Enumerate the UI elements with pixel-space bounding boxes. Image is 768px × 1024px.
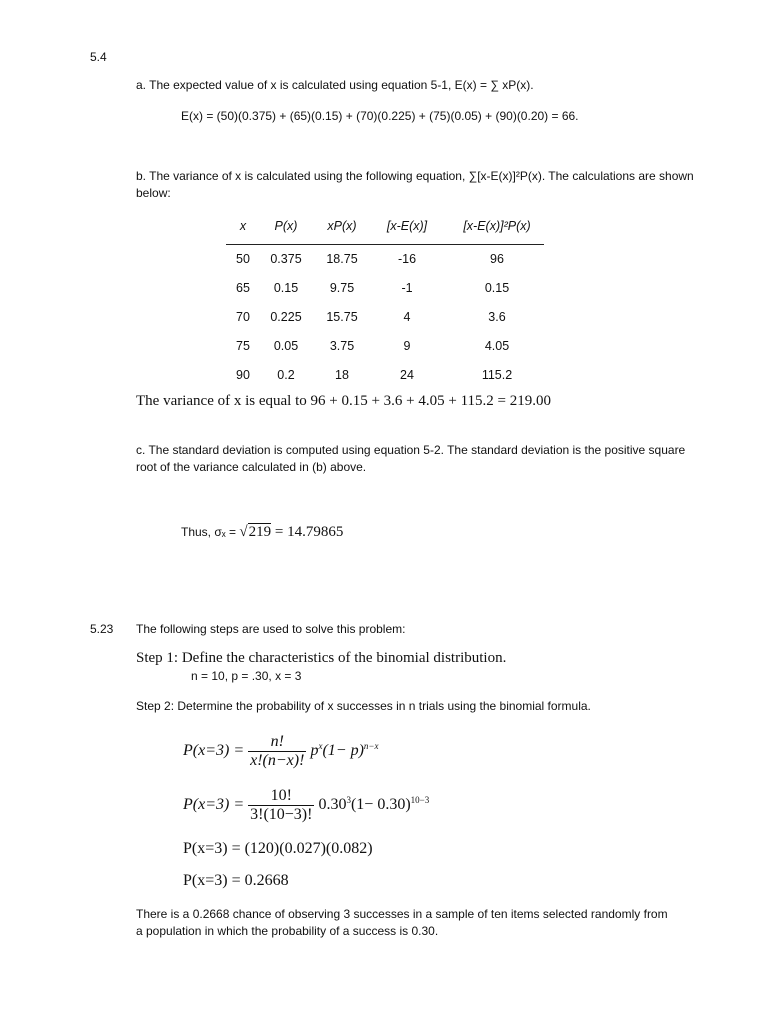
step-2-heading: Step 2: Determine the probability of x successes in n trials using the binomial formula.: [136, 699, 591, 713]
eq1-exp2: n−x: [363, 740, 379, 751]
part-a-text: a. The expected value of x is calculated using equation 5-1, E(x) = ∑ xP(x).: [136, 78, 534, 92]
table-cell: 4: [403, 310, 411, 324]
sd-formula: [239, 523, 343, 540]
step-1-parameters: n = 10, p = .30, x = 3: [191, 669, 302, 683]
table-row: [226, 332, 544, 361]
sqrt-icon: √: [239, 524, 248, 540]
eq1-exp1: x: [318, 740, 323, 751]
eq2-fraction: [248, 787, 314, 824]
table-header-row: [226, 216, 544, 245]
table-cell: 3.6: [488, 310, 506, 324]
binomial-evaluated: P(x=3) = (120)(0.027)(0.082): [183, 840, 373, 857]
eq1-p: p: [310, 742, 319, 760]
table-row: [226, 274, 544, 303]
problem-intro: The following steps are used to solve this problem:: [136, 622, 406, 636]
eq1-denominator: x!(n−x)!: [250, 752, 305, 769]
binomial-formula: [183, 733, 378, 770]
conclusion-text: There is a 0.2668 chance of observing 3 successes in a sample of ten items selected randomly from a population in which the probability of a success is 0.30.: [136, 907, 668, 938]
table-cell: -1: [401, 281, 413, 295]
table-row: [226, 361, 544, 390]
part-c-text: c. The standard deviation is computed using equation 5-2. The standard deviation is the positive square root of the variance calculated in (b) above.: [136, 443, 686, 474]
table-header-cell: [x-E(x)]²P(x): [463, 219, 531, 233]
table-cell: 96: [490, 252, 504, 266]
binomial-substituted: [183, 787, 429, 824]
step-1-heading: Step 1: Define the characteristics of the binomial distribution.: [136, 650, 507, 666]
variance-table: [226, 216, 544, 390]
standard-deviation-line: [181, 524, 343, 541]
table-cell: 0.225: [270, 310, 302, 324]
table-cell: 0.375: [270, 252, 302, 266]
table-cell: 9: [403, 339, 411, 353]
variance-statement: The variance of x is equal to 96 + 0.15 + 3.6 + 4.05 + 115.2 = 219.00: [136, 393, 552, 409]
eq1-fraction: [248, 733, 306, 770]
expected-value-calculation: E(x) = (50)(0.375) + (65)(0.15) + (70)(0.225) + (75)(0.05) + (90)(0.20) = 66.: [181, 109, 579, 123]
sd-result: = 14.79865: [271, 524, 344, 540]
table-cell: 75: [236, 339, 250, 353]
eq2-exp2: 10−3: [410, 794, 430, 805]
eq1-lhs: P(x=3) =: [183, 742, 245, 760]
table-row: [226, 303, 544, 332]
table-cell: 90: [236, 368, 250, 382]
table-cell: 0.2: [277, 368, 295, 382]
table-cell: 3.75: [329, 339, 355, 353]
table-row: [226, 245, 544, 274]
part-b-text: b. The variance of x is calculated using the following equation, ∑[x-E(x)]²P(x). The calculations are shown below:: [136, 169, 694, 200]
table-cell: 24: [400, 368, 414, 382]
problem-number-5-4: 5.4: [90, 50, 107, 64]
eq1-complement: (1− p): [322, 742, 364, 760]
problem-number-5-23: 5.23: [90, 622, 114, 636]
eq2-numerator: 10!: [270, 787, 292, 804]
table-cell: 0.15: [273, 281, 299, 295]
table-cell: 18.75: [326, 252, 358, 266]
table-cell: 4.05: [484, 339, 510, 353]
table-cell: 65: [236, 281, 250, 295]
table-cell: 70: [236, 310, 250, 324]
table-cell: 0.15: [484, 281, 510, 295]
sd-prefix: Thus, σₓ =: [181, 525, 237, 539]
table-header-cell: P(x): [274, 219, 298, 233]
table-cell: 9.75: [329, 281, 355, 295]
table-header-cell: [x-E(x)]: [386, 219, 428, 233]
table-header-cell: xP(x): [327, 219, 357, 233]
table-cell: -16: [397, 252, 417, 266]
table-cell: 18: [335, 368, 349, 382]
table-cell: 0.05: [273, 339, 299, 353]
table-cell: 115.2: [481, 368, 513, 382]
eq1-numerator: n!: [270, 733, 284, 750]
eq2-exp1: 3: [346, 794, 351, 805]
eq2-lhs: P(x=3) =: [183, 796, 245, 814]
eq2-complement: (1− 0.30): [350, 796, 411, 814]
table-header-cell: x: [239, 219, 247, 233]
binomial-result: P(x=3) = 0.2668: [183, 872, 289, 889]
table-cell: 50: [236, 252, 250, 266]
eq2-p: 0.30: [318, 796, 347, 814]
sd-radicand: 219: [248, 524, 272, 540]
table-cell: 15.75: [326, 310, 358, 324]
eq2-denominator: 3!(10−3)!: [250, 806, 313, 823]
